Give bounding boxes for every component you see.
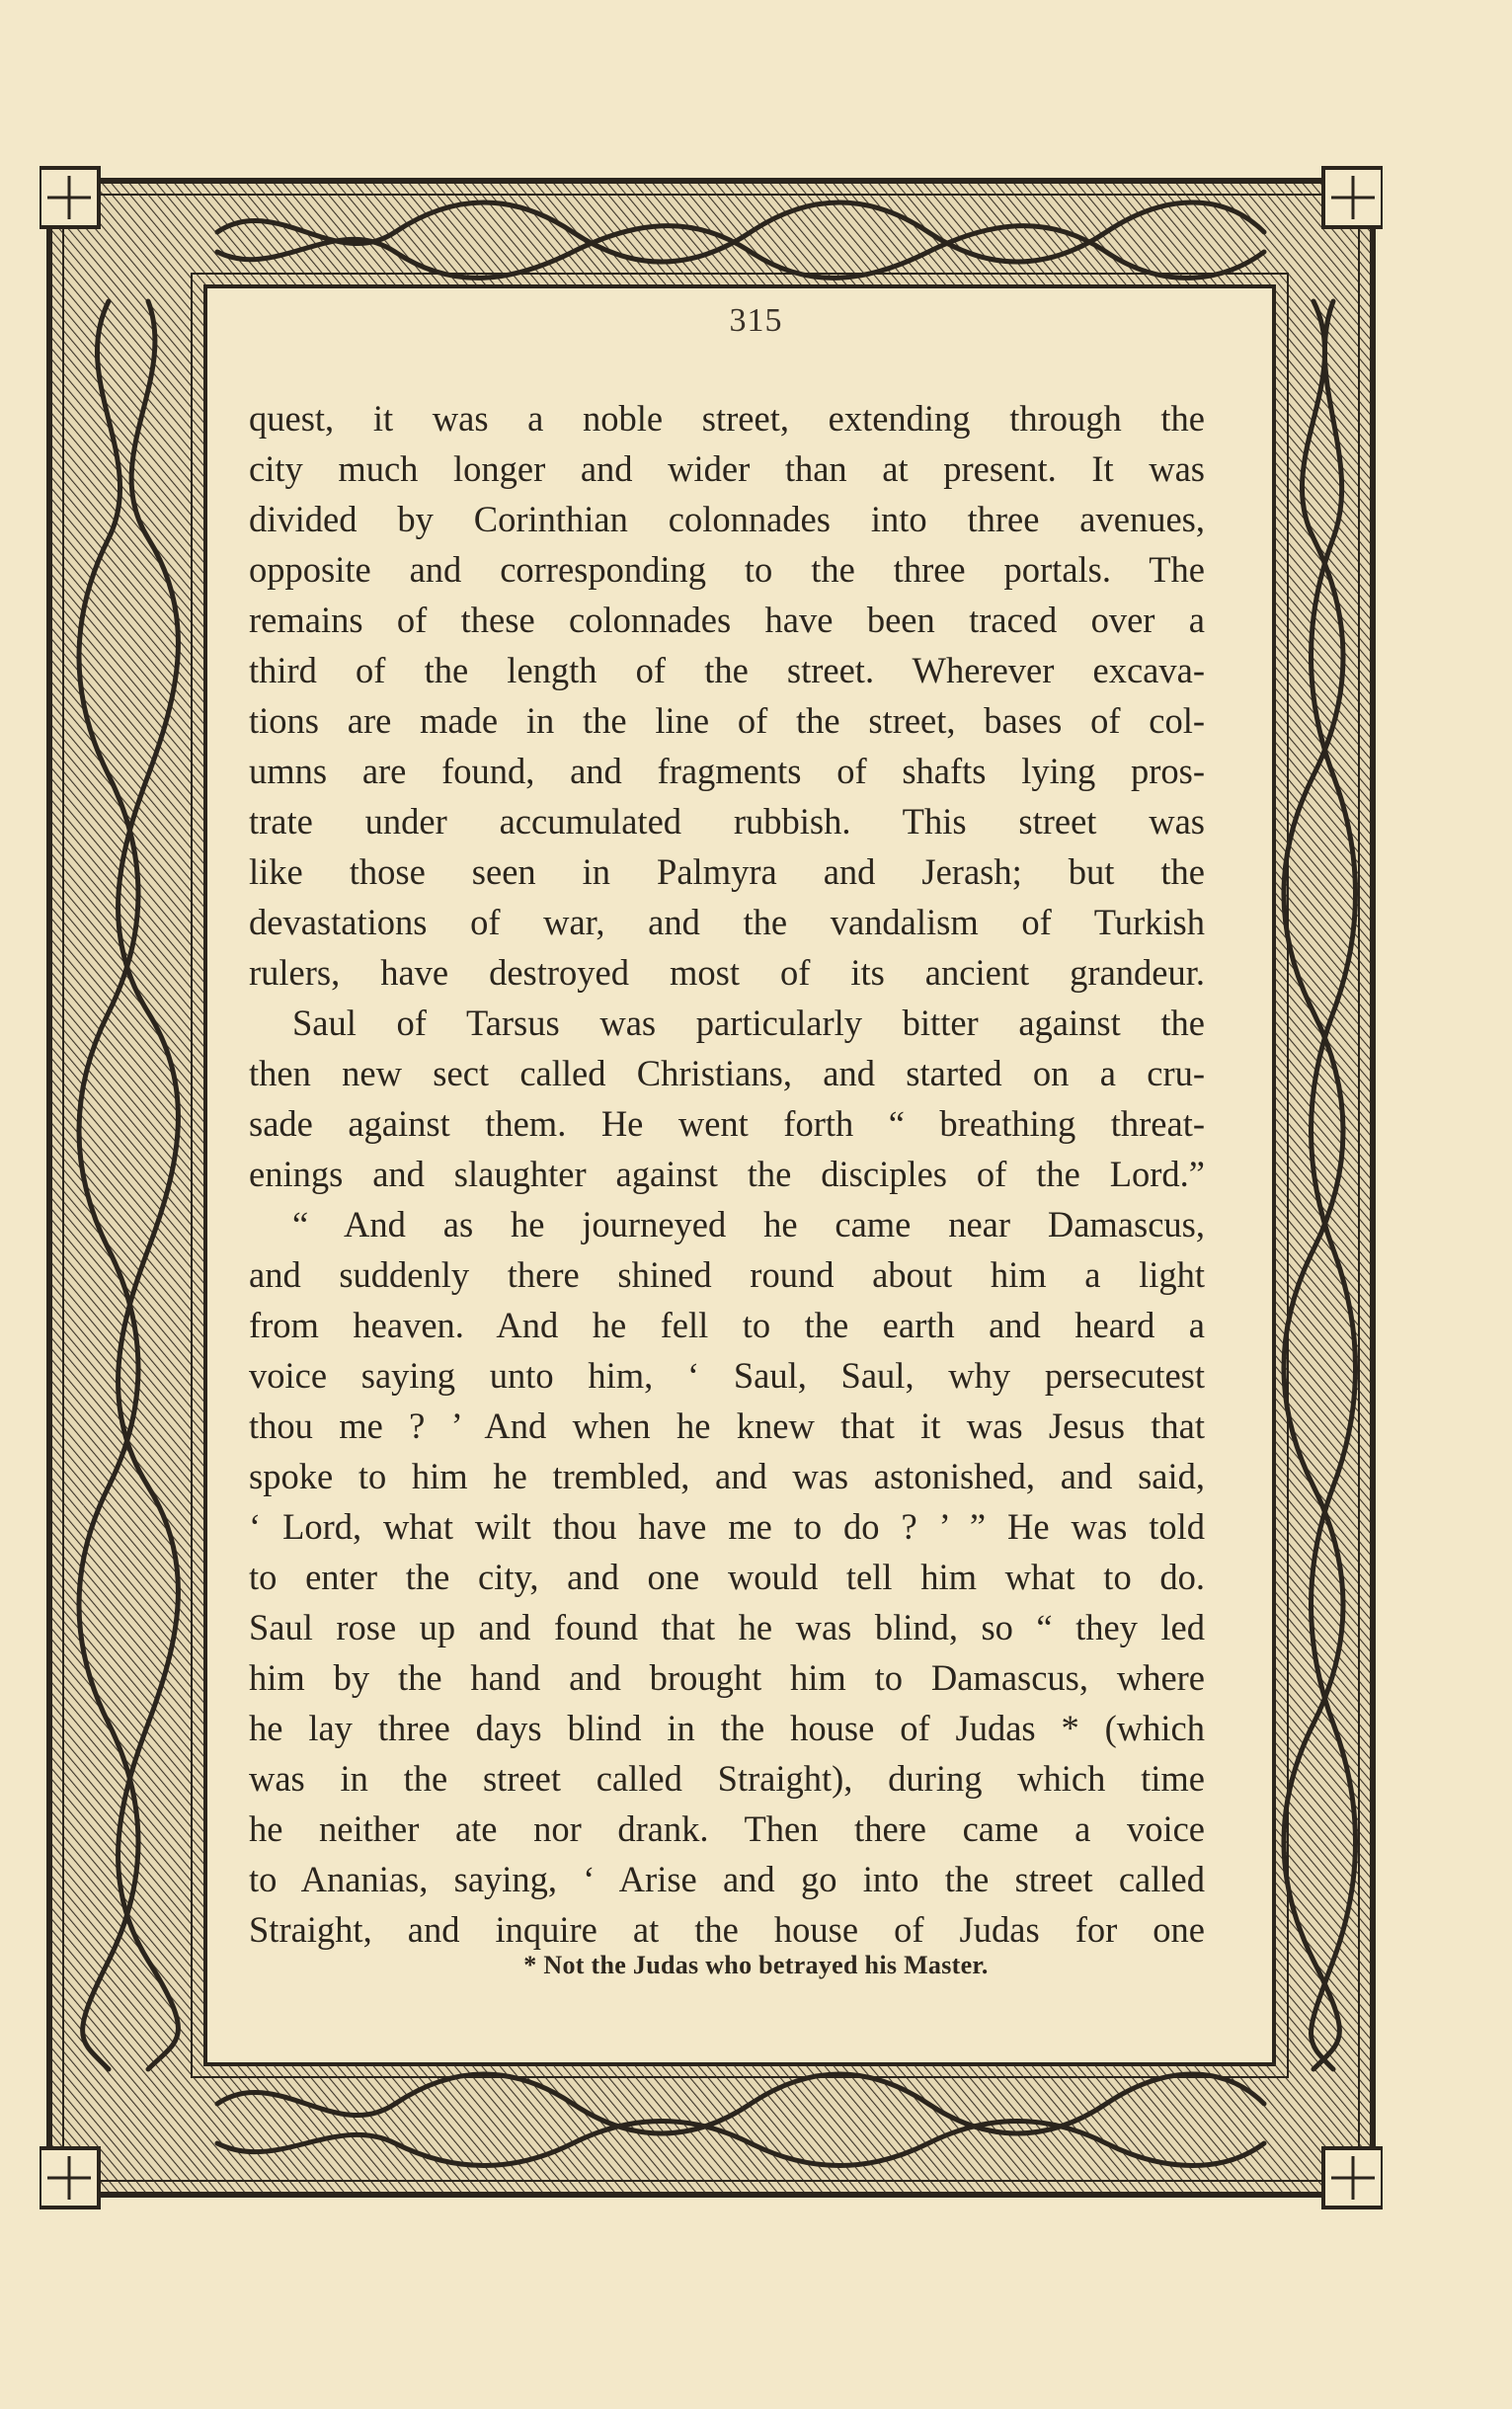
text-line: opposite and corresponding to the three portals. The <box>249 549 1205 590</box>
text-line: city much longer and wider than at present. It was <box>249 448 1205 489</box>
text-line: tions are made in the line of the street, bases of col- <box>249 700 1205 741</box>
text-line: spoke to him he trembled, and was astonished, and said, <box>249 1456 1205 1496</box>
text-line: Saul rose up and found that he was blind, so “ they led <box>249 1607 1205 1647</box>
text-line: voice saying unto him, ‘ Saul, Saul, why persecutest <box>249 1355 1205 1396</box>
text-line: third of the length of the street. Wherever excava- <box>249 650 1205 690</box>
text-line: Straight, and inquire at the house of Judas for one <box>249 1909 1205 1950</box>
text-line: Saul of Tarsus was particularly bitter against the <box>292 1003 1205 1043</box>
text-line: and suddenly there shined round about him a light <box>249 1254 1205 1295</box>
text-line: to Ananias, saying, ‘ Arise and go into the street called <box>249 1859 1205 1899</box>
text-line: like those seen in Palmyra and Jerash; but the <box>249 851 1205 892</box>
text-line: rulers, have destroyed most of its ancient grandeur. <box>249 952 1205 993</box>
text-line: he lay three days blind in the house of Judas * (which <box>249 1708 1205 1748</box>
page-number: 315 <box>729 302 783 339</box>
text-line: he neither ate nor drank. Then there came a voice <box>249 1808 1205 1849</box>
text-line: thou me ? ’ And when he knew that it was Jesus that <box>249 1405 1205 1446</box>
text-line: trate under accumulated rubbish. This street was <box>249 801 1205 842</box>
text-line: devastations of war, and the vandalism of Turkish <box>249 902 1205 942</box>
text-line: umns are found, and fragments of shafts lying pros- <box>249 751 1205 791</box>
text-line: remains of these colonnades have been traced over a <box>249 600 1205 640</box>
text-line: from heaven. And he fell to the earth and heard a <box>249 1305 1205 1345</box>
text-line: “ And as he journeyed he came near Damascus, <box>292 1204 1205 1245</box>
text-line: ‘ Lord, what wilt thou have me to do ? ’ ” He was told <box>249 1506 1205 1547</box>
text-line: enings and slaughter against the disciples of the Lord.” <box>249 1154 1205 1194</box>
text-line: quest, it was a noble street, extending through the <box>249 398 1205 439</box>
text-line: him by the hand and brought him to Damascus, where <box>249 1657 1205 1698</box>
text-line: sade against them. He went forth “ breathing threat- <box>249 1103 1205 1144</box>
text-line: to enter the city, and one would tell him what to do. <box>249 1557 1205 1597</box>
text-line: then new sect called Christians, and started on a cru- <box>249 1053 1205 1093</box>
footnote: * Not the Judas who betrayed his Master. <box>523 1951 989 1979</box>
text-line: was in the street called Straight), during which time <box>249 1758 1205 1799</box>
text-line: divided by Corinthian colonnades into three avenues, <box>249 499 1205 539</box>
